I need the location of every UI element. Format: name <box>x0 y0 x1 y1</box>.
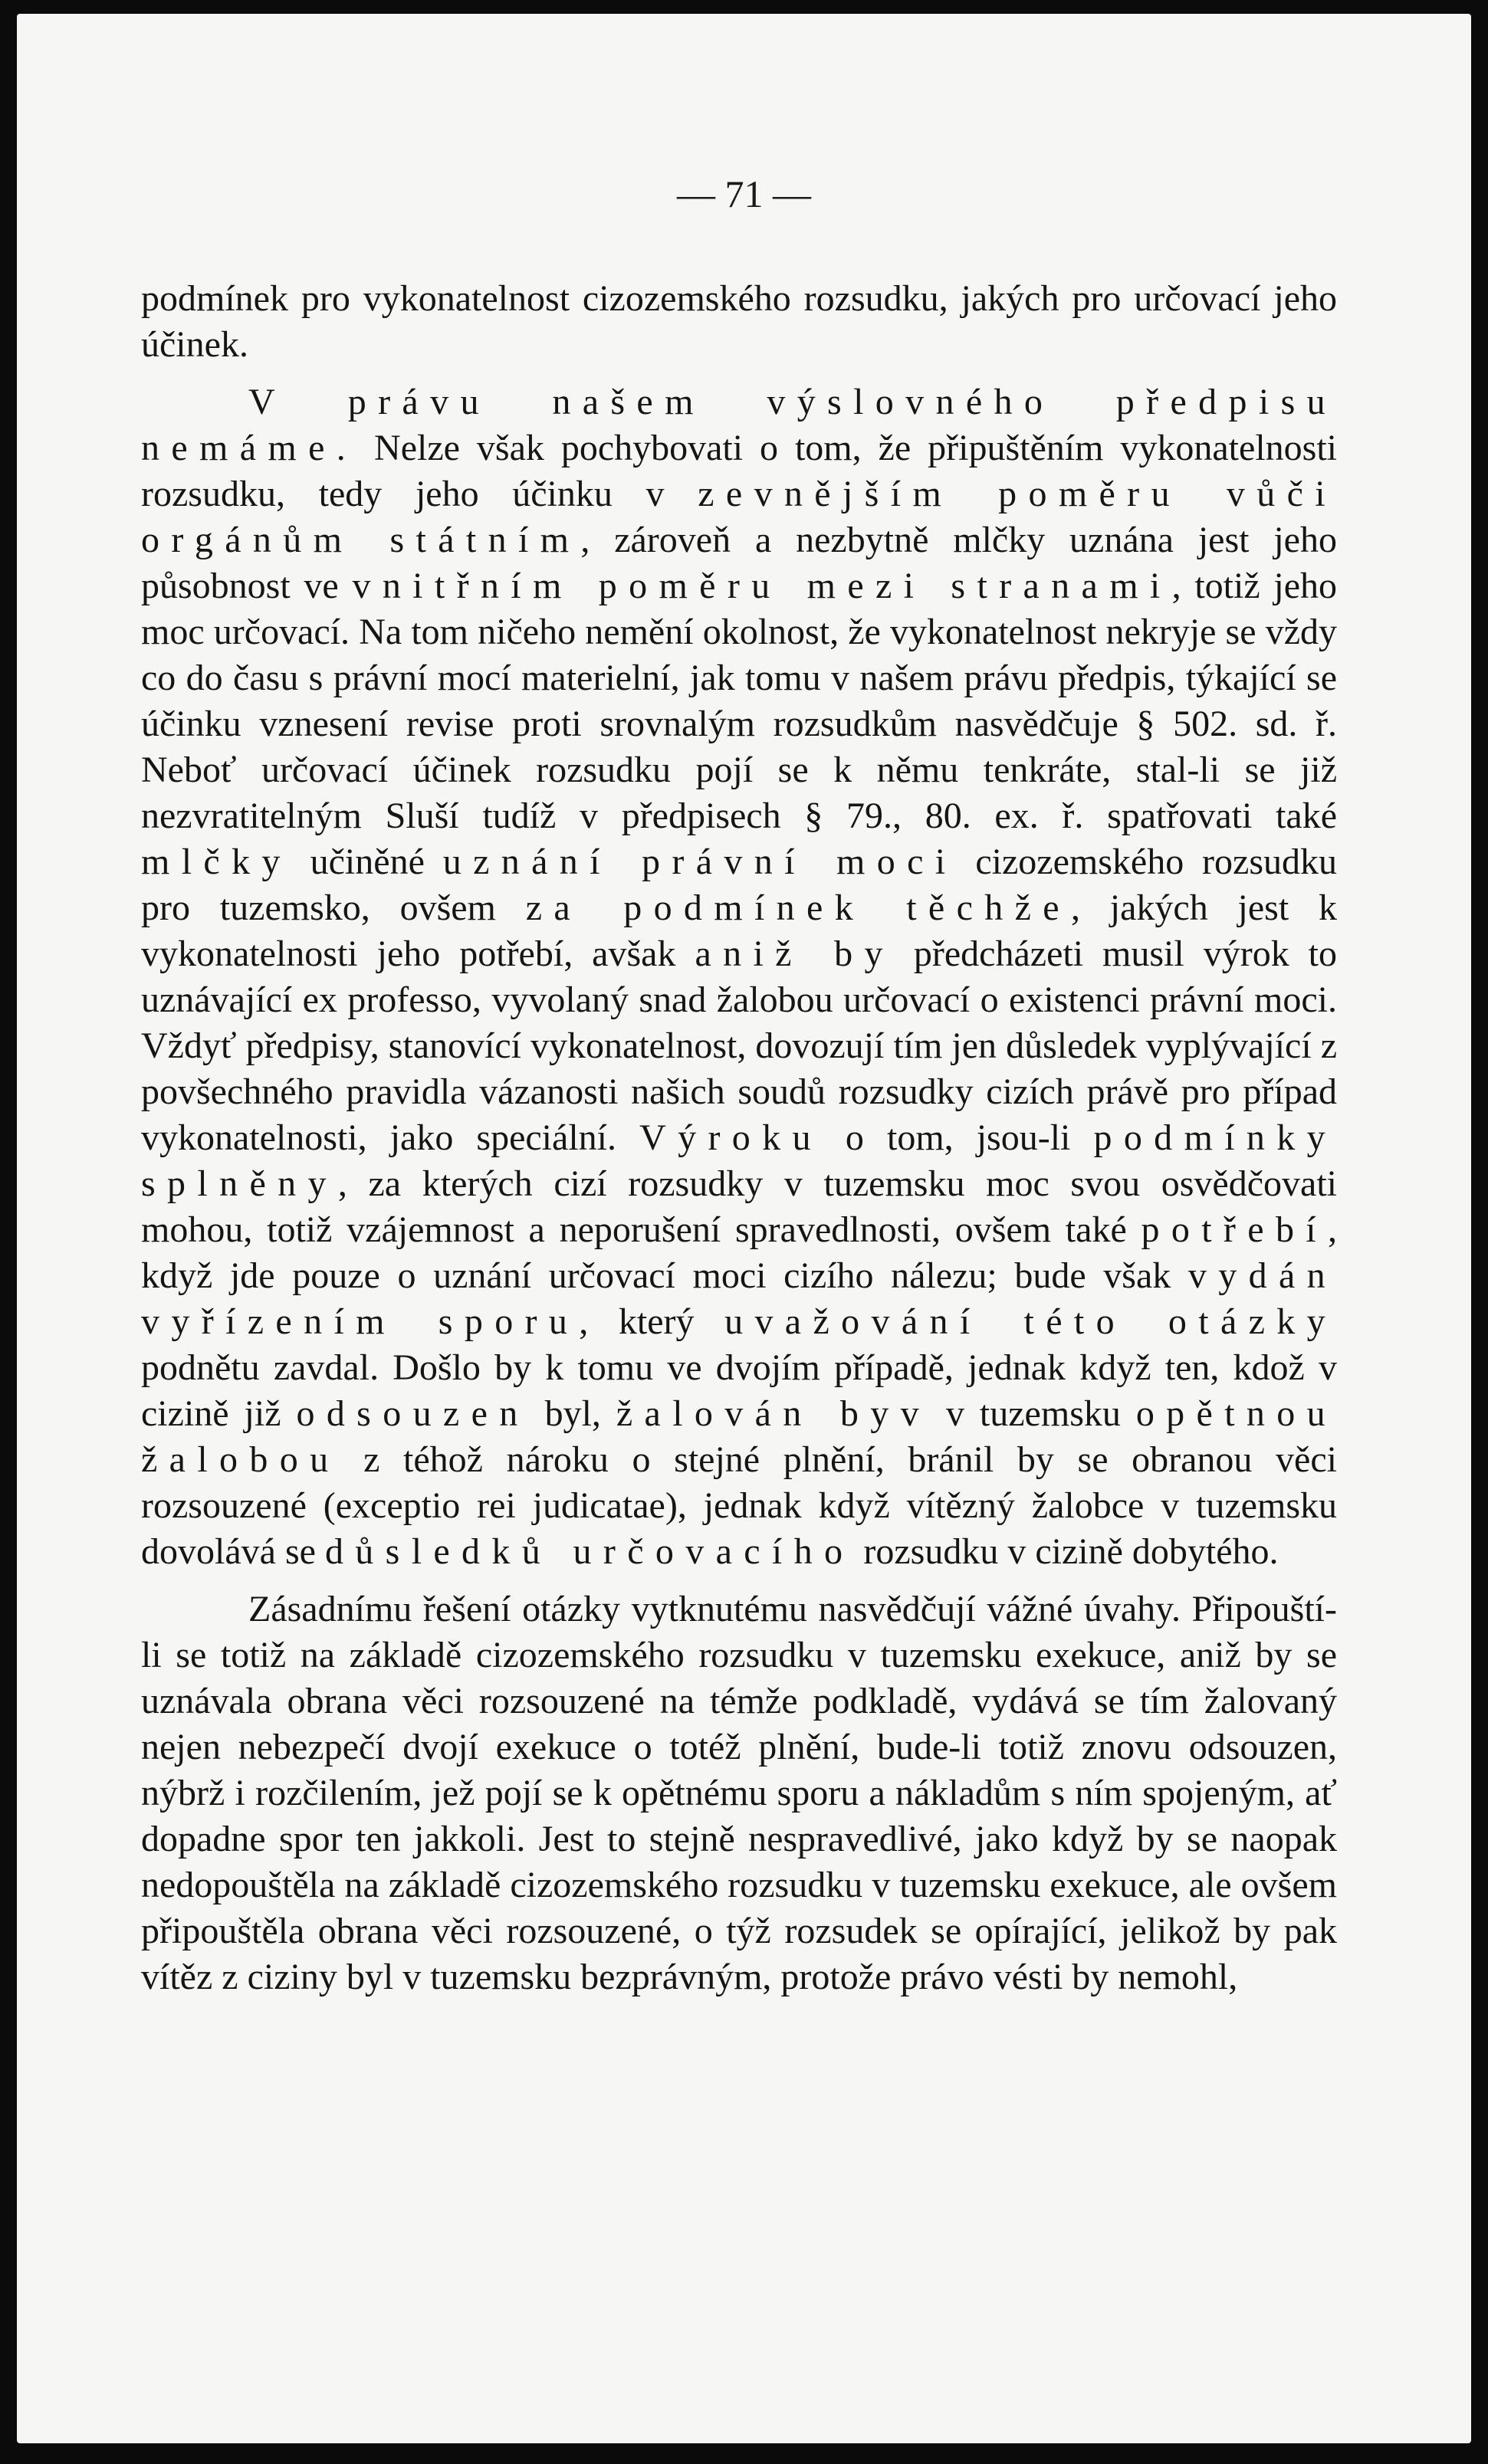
text-run: o tom, jsou-li <box>822 1117 1094 1158</box>
spaced-emphasis: uznání právní moci <box>442 842 958 882</box>
spaced-emphasis: vydán vyřízením sporu <box>141 1255 1337 1342</box>
text-run: z téhož nároku o stejné plnění, bránil by se obranou věci rozsouzené (exceptio rei judicatae), jednak když vítězný žalobce v tuzemsku dovolává se <box>141 1439 1337 1572</box>
text-run: , který <box>579 1301 725 1342</box>
spaced-emphasis: žalován byv <box>616 1393 931 1434</box>
text-run: učiněné <box>291 842 443 882</box>
text-run: rozsudku v cizině dobytého. <box>854 1531 1279 1572</box>
spaced-emphasis: odsouzen <box>296 1393 530 1434</box>
book-page <box>17 14 1471 2443</box>
text-run: podmínek pro vykonatelnost cizozemského rozsudku, jakých pro určovací jeho účinek. <box>141 278 1337 365</box>
text-run: , jakých jest k vykonatelnosti jeho potřebí, avšak <box>141 887 1337 974</box>
spaced-emphasis: uvažování této otázky <box>724 1301 1337 1342</box>
paragraph <box>141 1586 1337 2000</box>
spaced-emphasis: důsledků určovacího <box>324 1531 855 1572</box>
spaced-emphasis: za podmínek těchže <box>525 887 1071 928</box>
text-run: v tuzemsku <box>931 1393 1136 1434</box>
text-run: , zároveň a nezbytně mlčky uznána jest jeho působnost ve <box>141 520 1337 606</box>
spaced-emphasis: podmínky splněny <box>141 1117 1338 1204</box>
text-run: Nelze však pochybovati o tom, že připuštěním vykonatelnosti rozsudku, tedy jeho účinku v <box>141 428 1337 514</box>
text-run: byl, <box>529 1393 616 1434</box>
spaced-emphasis: opětnou žalobou <box>141 1393 1337 1480</box>
text-run: Zásadnímu řešení otázky vytknutému nasvědčují vážné úvahy. Připouští-li se totiž na základě cizozemského rozsudku v tuzemsku exekuce, aniž by se uznávala obrana věci rozsouzené na témže podkladě, vydává se tím žalovaný nejen nebezpečí dvojí exekuce o totéž plnění, bude-li totiž znovu odsouzen, nýbrž i rozčilením, jež pojí se k opětnému sporu a nákladům s ním spojeným, ať dopadne spor ten jakkoli. Jest to stejně nespravedlivé, jako když by se naopak nedopouštěla na základě cizozemského rozsudku v tuzemsku exekuce, ale ovšem připouštěla obrana věci rozsouzené, o týž rozsudek se opírající, jelikož by pak vítěz z ciziny byl v tuzemsku bezprávným, protože právo vésti by nemohl, <box>141 1589 1337 1997</box>
text-run: , za kterých cizí rozsudky v tuzemsku moc svou osvědčovati mohou, totiž vzájemnost a neporušení spravedlnosti, ovšem také <box>141 1163 1337 1250</box>
spaced-emphasis: zevnějším poměru vůči orgánům státním <box>141 474 1337 560</box>
text-run: , totiž jeho moc určovací. Na tom ničeho nemění okolnost, že vykonatelnost nekryje se vždy co do času s právní mocí materielní, jak tomu v našem právu předpis, týkající se účinku vznesení revise proti srovnalým rozsudkům nasvědčuje § 502. sd. ř. Neboť určovací účinek rozsudku pojí se k němu tenkráte, stal-li se již nezvratitelným Sluší tudíž v předpisech § 79., 80. ex. ř. spatřovati také <box>141 566 1337 836</box>
text-run: cizozemského rozsudku pro tuzemsko, ovšem <box>141 842 1338 928</box>
text-run: podnětu zavdal. Došlo by k tomu ve dvojím případě, jednak když ten, kdož v cizině již <box>141 1347 1337 1434</box>
text-run: předcházeti musil výrok to uznávající ex professo, vyvolaný snad žalobou určovací o existenci právní moci. Vždyť předpisy, stanovící vykonatelnost, dovozují tím jen důsledek vyplývající z povšechného pravidla vázanosti našich soudů rozsudky cizích právě pro případ vykonatelnosti, jako speciální. <box>141 933 1338 1158</box>
spaced-emphasis: potřebí <box>1141 1209 1328 1250</box>
spaced-emphasis: vnitřním poměru mezi stranami <box>352 566 1172 606</box>
spaced-emphasis: mlčky <box>141 842 292 882</box>
spaced-emphasis: Výroku <box>639 1117 823 1158</box>
spaced-emphasis: aniž by <box>695 933 895 974</box>
paragraph <box>141 276 1337 368</box>
body-text <box>141 276 1337 2000</box>
spaced-emphasis: V právu našem výslovného předpisu nemáme. <box>141 382 1337 468</box>
paragraph <box>141 379 1337 1575</box>
text-run: , když jde pouze o uznání určovací moci cizího nálezu; bude však <box>141 1209 1337 1296</box>
page-number: — 71 — <box>677 172 811 215</box>
